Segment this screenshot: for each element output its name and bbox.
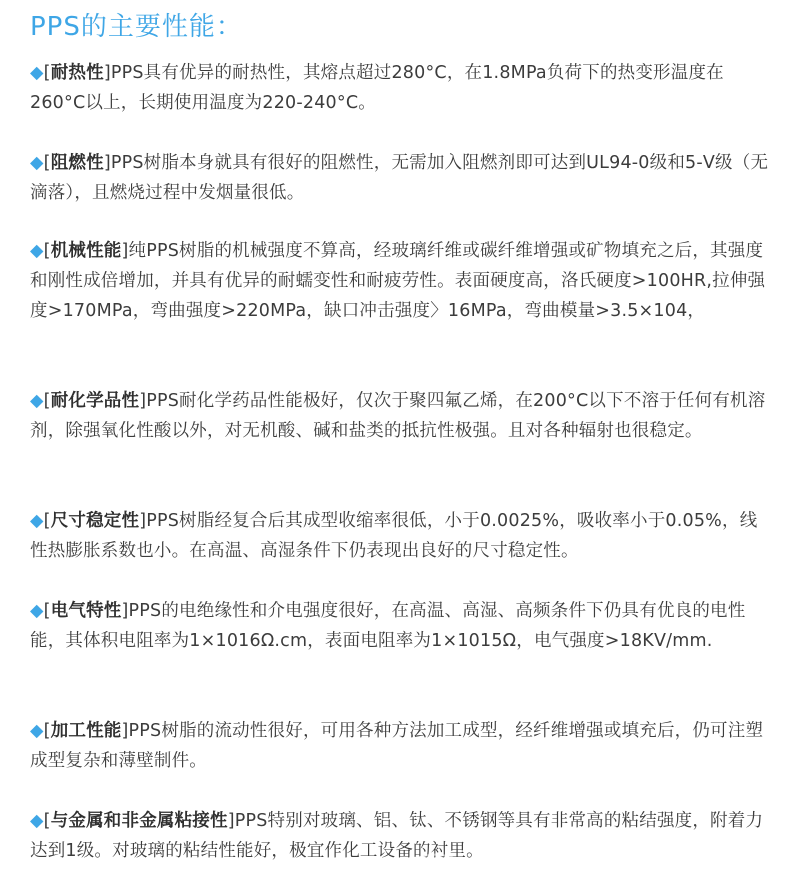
section-flame-retardancy [30, 148, 770, 208]
bracket-close: ] [121, 241, 129, 261]
section-text: PPS树脂经复合后其成型收缩率很低，小于0.0025%，吸收率小于0.05%，线性热膨胀系数也小。在高温、高湿条件下仍表现出良好的尺寸稳定性。 [30, 511, 758, 561]
section-electrical-properties [30, 596, 770, 656]
section-mechanical-properties [30, 236, 770, 326]
diamond-bullet-icon: ◆ [30, 601, 44, 621]
bracket-close: ] [121, 721, 129, 741]
bracket-open: [ [43, 241, 51, 261]
section-text: PPS的电绝缘性和介电强度很好，在高温、高湿、高频条件下仍具有优良的电性能，其体积电阻率为1×1016Ω.cm，表面电阻率为1×1015Ω，电气强度>18KV/mm. [30, 601, 746, 651]
section-label: 加工性能 [50, 721, 122, 741]
section-text: PPS具有优异的耐热性，其熔点超过280°C，在1.8MPa负荷下的热变形温度在260°C以上，长期使用温度为220-240°C。 [30, 63, 724, 113]
bracket-close: ] [121, 601, 129, 621]
bracket-open: [ [43, 153, 51, 173]
bracket-close: ] [139, 511, 147, 531]
section-label: 电气特性 [50, 601, 122, 621]
diamond-bullet-icon: ◆ [30, 391, 44, 411]
diamond-bullet-icon: ◆ [30, 811, 44, 831]
section-text: PPS树脂的流动性很好，可用各种方法加工成型，经纤维增强或填充后，仍可注塑成型复杂和薄壁制件。 [30, 721, 764, 771]
bracket-open: [ [43, 601, 51, 621]
section-dimensional-stability [30, 506, 770, 566]
section-adhesion [30, 806, 770, 866]
section-label: 阻燃性 [50, 153, 104, 173]
bracket-open: [ [43, 721, 51, 741]
section-label: 耐热性 [50, 63, 104, 83]
section-text: PPS树脂本身就具有很好的阻燃性，无需加入阻燃剂即可达到UL94-0级和5-V级（无滴落），且燃烧过程中发烟量很低。 [30, 153, 769, 203]
bracket-close: ] [227, 811, 235, 831]
section-label: 尺寸稳定性 [50, 511, 140, 531]
section-chemical-resistance [30, 386, 770, 446]
diamond-bullet-icon: ◆ [30, 63, 44, 83]
bracket-open: [ [43, 811, 51, 831]
bracket-close: ] [103, 153, 111, 173]
diamond-bullet-icon: ◆ [30, 511, 44, 531]
page-title: PPS的主要性能： [30, 12, 243, 42]
diamond-bullet-icon: ◆ [30, 241, 44, 261]
bracket-open: [ [43, 391, 51, 411]
bracket-open: [ [43, 511, 51, 531]
section-label: 与金属和非金属粘接性 [50, 811, 228, 831]
section-label: 耐化学品性 [50, 391, 140, 411]
section-label: 机械性能 [50, 241, 122, 261]
section-text: PPS特别对玻璃、铝、钛、不锈钢等具有非常高的粘结强度，附着力达到1级。对玻璃的粘结性能好，极宜作化工设备的衬里。 [30, 811, 764, 861]
bracket-open: [ [43, 63, 51, 83]
bracket-close: ] [139, 391, 147, 411]
section-text: 纯PPS树脂的机械强度不算高，经玻璃纤维或碳纤维增强或矿物填充之后，其强度和刚性成倍增加，并具有优异的耐蠕变性和耐疲劳性。表面硬度高，洛氏硬度>100HR,拉伸强度>170MPa，弯曲强度>220MPa，缺口冲击强度〉16MPa，弯曲模量>3.5×104， [30, 241, 766, 321]
section-text: PPS耐化学药品性能极好，仅次于聚四氟乙烯，在200°C以下不溶于任何有机溶剂，除强氧化性酸以外，对无机酸、碱和盐类的抵抗性极强。且对各种辐射也很稳定。 [30, 391, 766, 441]
diamond-bullet-icon: ◆ [30, 721, 44, 741]
bracket-close: ] [103, 63, 111, 83]
diamond-bullet-icon: ◆ [30, 153, 44, 173]
section-processability [30, 716, 770, 776]
section-heat-resistance [30, 58, 770, 118]
